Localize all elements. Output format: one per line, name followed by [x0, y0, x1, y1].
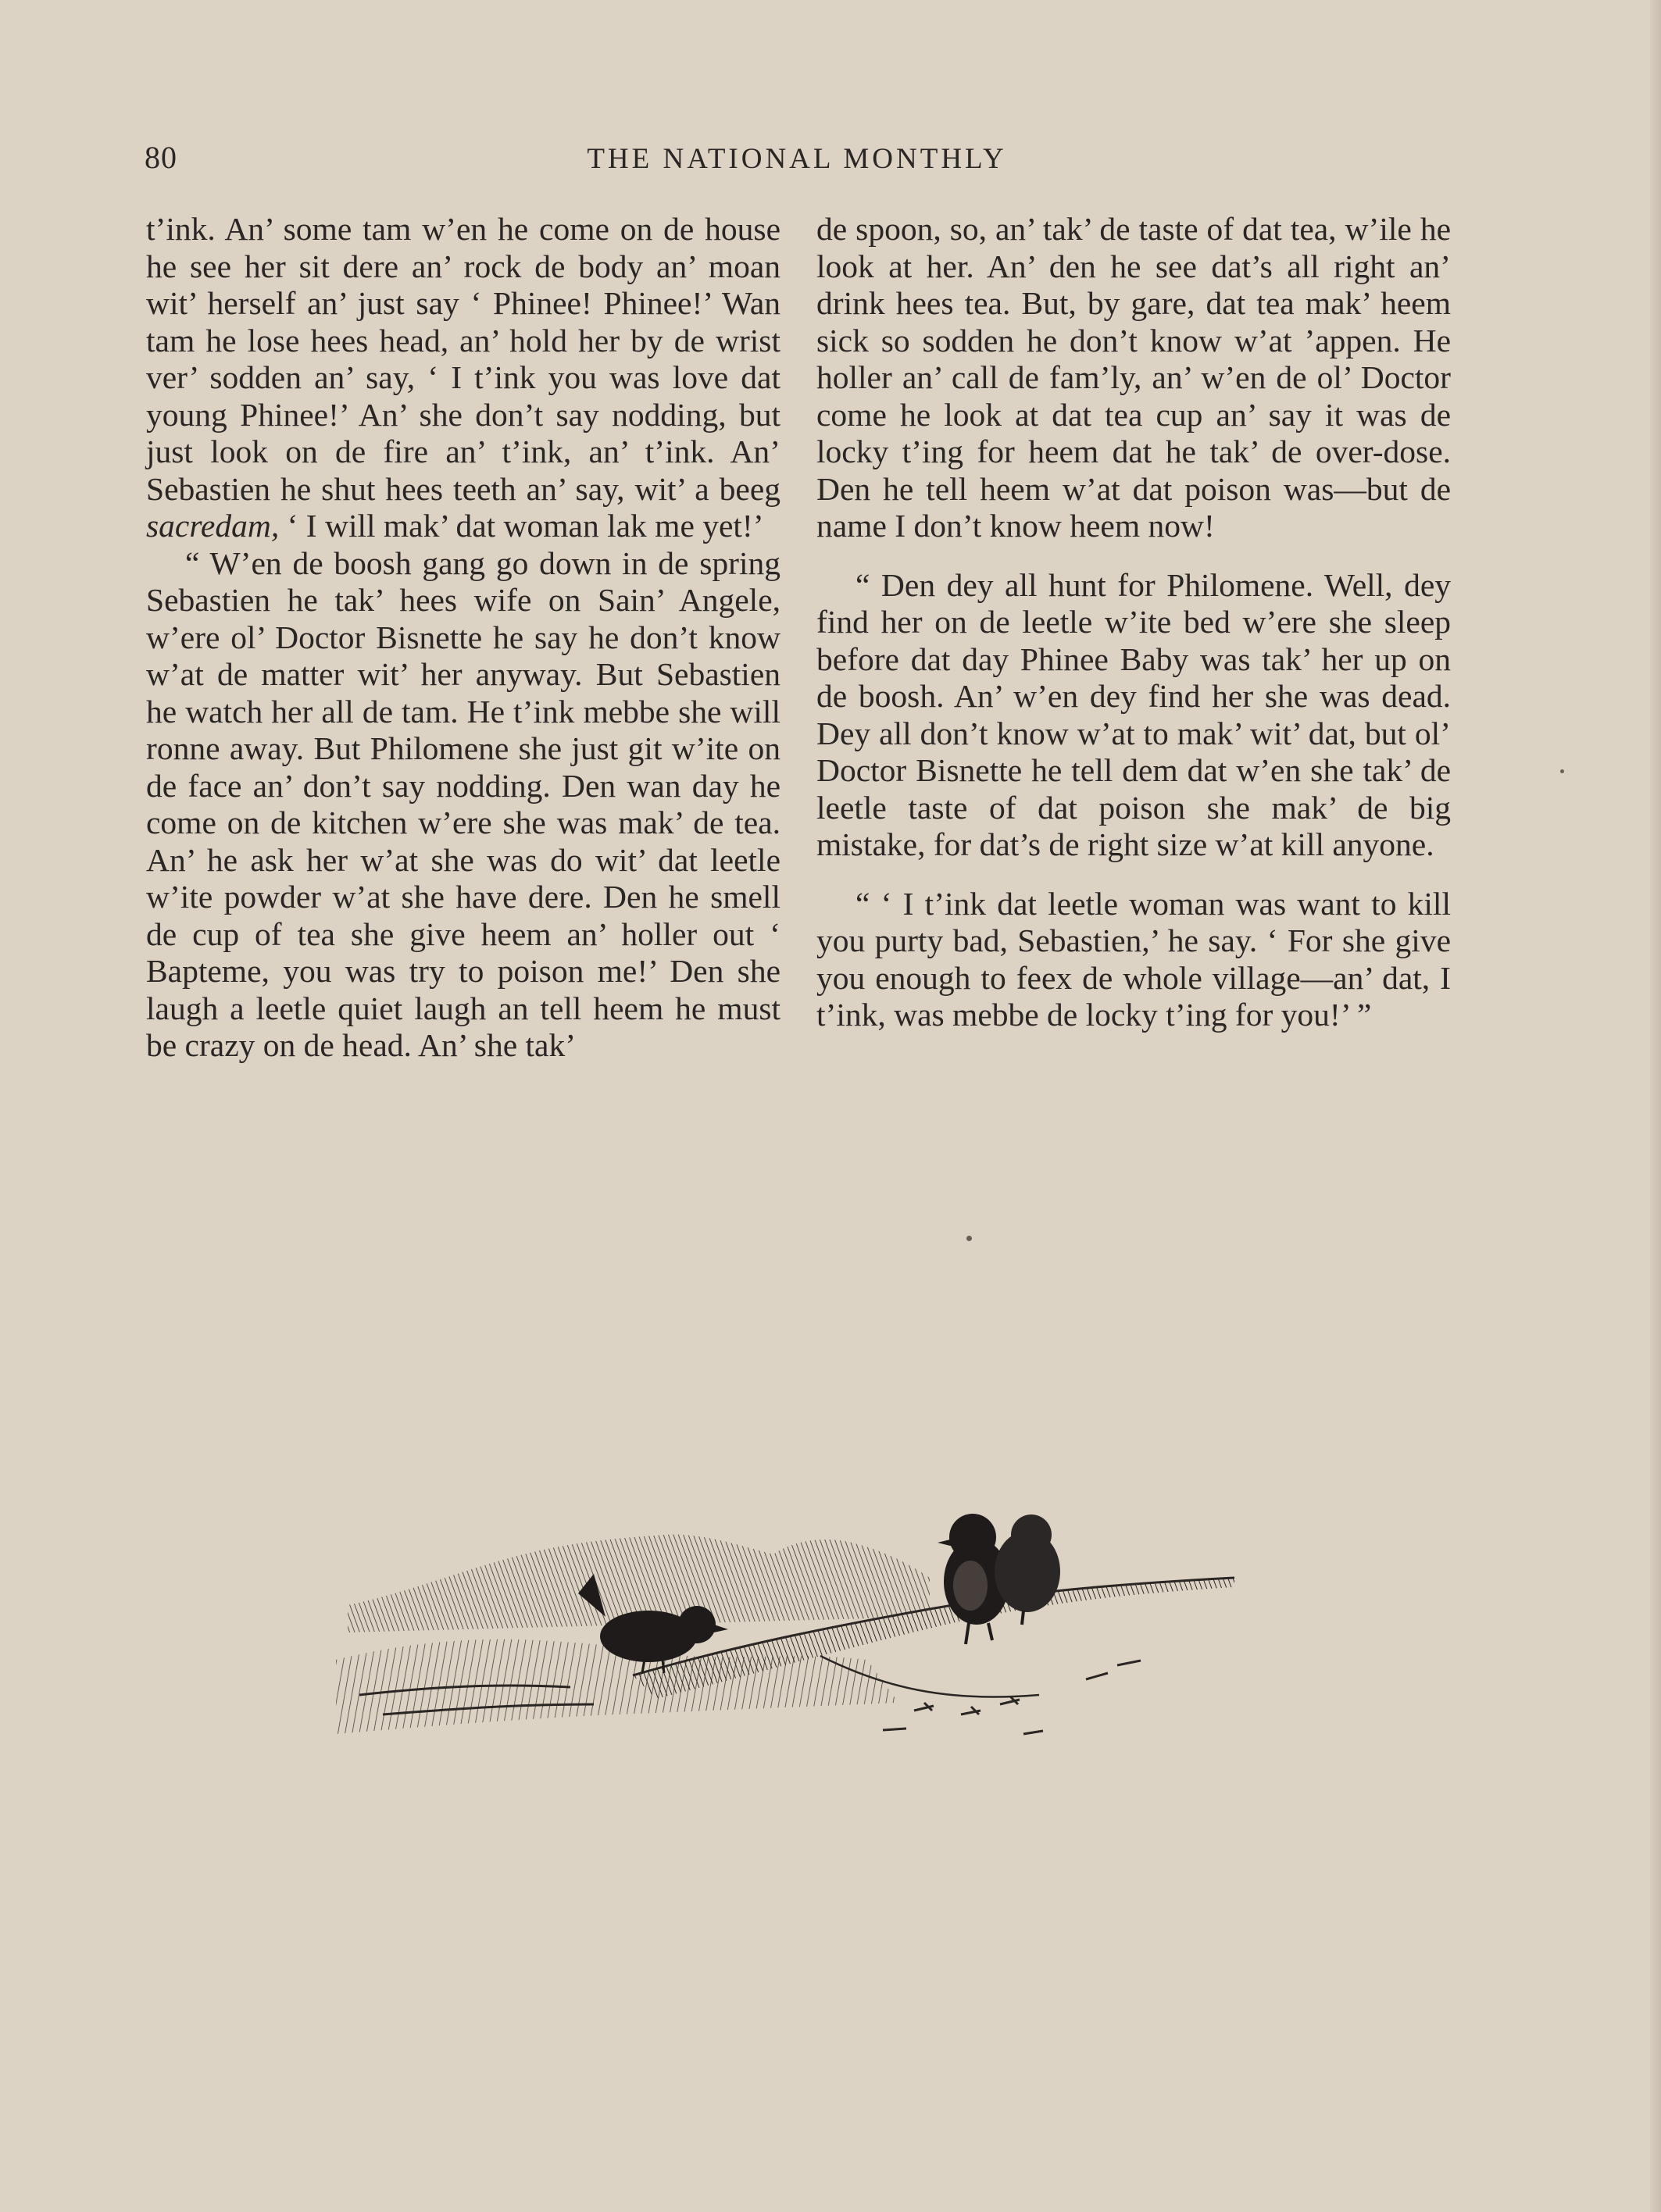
paragraph: “ Den dey all hunt for Philomene. Well, dey find her on de leetle w’ite bed w’ere she sleep before dat day Phinee Baby was tak’ her up on de boosh. An’ w’en dey find her she was dead. Dey all don’t know w’at to mak’ wit’ dat, but ol’ Doctor Bisnette he tell dem dat w’en she tak’ de leetle taste of dat poison she mak’ de big mistake, for dat’s de right size w’at kill anyone.: [816, 566, 1451, 862]
paragraph: [146, 211, 780, 545]
birds-on-branch-illustration: [336, 1500, 1234, 1781]
page-header: [145, 139, 1449, 178]
running-head: THE NATIONAL MONTHLY: [587, 143, 1007, 175]
text-column-right: [816, 211, 1451, 1034]
ink-speck: [1560, 769, 1564, 773]
ink-speck: [966, 1236, 972, 1241]
paragraph-text: ‘ I will mak’ dat woman lak me yet!’: [279, 508, 764, 544]
italic-word: sacredam,: [146, 508, 280, 544]
page-number: 80: [145, 140, 177, 175]
paragraph-text: t’ink. An’ some tam w’en he come on de house he see her sit dere an’ rock de body an’ moan wit’ herself an’ just say ‘ Phinee! Phinee!’ Wan tam he lose hees head, an’ hold her by de wrist ver’ sodden an’ say, ‘ I t’ink you was love dat young Phinee!’ An’ she don’t say nodding, but just look on de fire an’ t’ink, an’ t’ink. An’ Sebastien he shut hees teeth an’ say, wit’ a beeg: [146, 211, 780, 507]
page-edge: [1650, 0, 1661, 2212]
text-column-left: [146, 211, 780, 1065]
paragraph: “ W’en de boosh gang go down in de spring Sebastien he tak’ hees wife on Sain’ Angele, w’ere ol’ Doctor Bisnette he say he don’t know w’at de matter wit’ her anyway. But Sebastien he watch her all de tam. He t’ink mebbe she will ronne away. But Philomene she just git w’ite on de face an’ don’t say nodding. Den wan day he come on de kitchen w’ere she was mak’ de tea. An’ he ask her w’at she was do wit’ dat leetle w’ite powder w’at she have dere. Den he smell de cup of tea she give heem an’ holler out ‘ Bapteme, you was try to poison me!’ Den she laugh a leetle quiet laugh an tell heem he must be crazy on de head. An’ she tak’: [146, 544, 780, 1063]
paragraph: “ ‘ I t’ink dat leetle woman was want to kill you purty bad, Sebastien,’ he say. ‘ For she give you enough to feex de whole village—an’ dat, I t’ink, was mebbe de locky t’ing for you!’ ”: [816, 885, 1451, 1033]
paragraph: de spoon, so, an’ tak’ de taste of dat tea, w’ile he look at her. An’ den he see dat’s all right an’ drink hees tea. But, by gare, dat tea mak’ heem sick so sodden he don’t know w’at ’appen. He holler an’ call de fam’ly, an’ w’en de ol’ Doctor come he look at dat tea cup an’ say it was de locky t’ing for heem dat he tak’ de over-dose. Den he tell heem w’at dat poison was—but de name I don’t know heem now!: [816, 211, 1451, 544]
